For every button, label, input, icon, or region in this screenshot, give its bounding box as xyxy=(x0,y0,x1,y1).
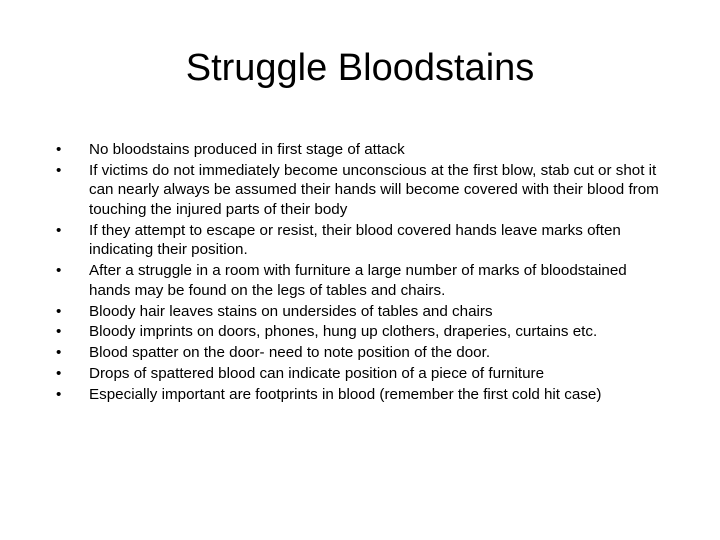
bullet-text: If victims do not immediately become unconscious at the first blow, stab cut or shot it can nearly always be assumed their hands will become covered with their blood from touching the injured parts of their body xyxy=(89,161,659,218)
bullet-text: Especially important are footprints in blood (remember the first cold hit case) xyxy=(89,385,602,403)
bullet-dot-icon: • xyxy=(56,221,62,239)
bullet-dot-icon: • xyxy=(56,161,62,179)
bullet-text: Blood spatter on the door- need to note position of the door. xyxy=(89,344,491,362)
bullet-dot-icon: • xyxy=(56,344,62,362)
bullet-text: Bloody imprints on doors, phones, hung up clothers, draperies, curtains etc. xyxy=(89,323,598,341)
bullet-text: After a struggle in a room with furniture a large number of marks of bloodstained hands may be found on the legs of tables and chairs. xyxy=(89,262,627,299)
bullet-item xyxy=(56,385,666,405)
bullet-dot-icon: • xyxy=(56,364,62,382)
bullet-text: Bloody hair leaves stains on undersides of tables and chairs xyxy=(89,302,493,320)
bullet-dot-icon: • xyxy=(56,385,62,403)
bullet-item xyxy=(56,322,666,342)
bullet-text: Drops of spattered blood can indicate position of a piece of furniture xyxy=(89,364,545,382)
bullet-dot-icon: • xyxy=(56,323,62,341)
bullet-text: If they attempt to escape or resist, their blood covered hands leave marks often indicating their position. xyxy=(89,221,621,259)
bullet-list xyxy=(56,140,666,405)
bullet-item xyxy=(56,343,666,363)
bullet-item xyxy=(56,261,666,300)
bullet-item xyxy=(56,221,666,260)
bullet-dot-icon: • xyxy=(56,141,62,158)
bullet-text: No bloodstains produced in first stage of attack xyxy=(89,141,405,158)
bullet-dot-icon: • xyxy=(56,262,62,280)
bullet-item xyxy=(56,161,666,220)
bullet-item xyxy=(56,140,666,160)
bullet-dot-icon: • xyxy=(56,302,62,320)
bullet-item xyxy=(56,364,666,384)
slide-title: Struggle Bloodstains xyxy=(185,47,535,89)
bullet-item xyxy=(56,302,666,322)
